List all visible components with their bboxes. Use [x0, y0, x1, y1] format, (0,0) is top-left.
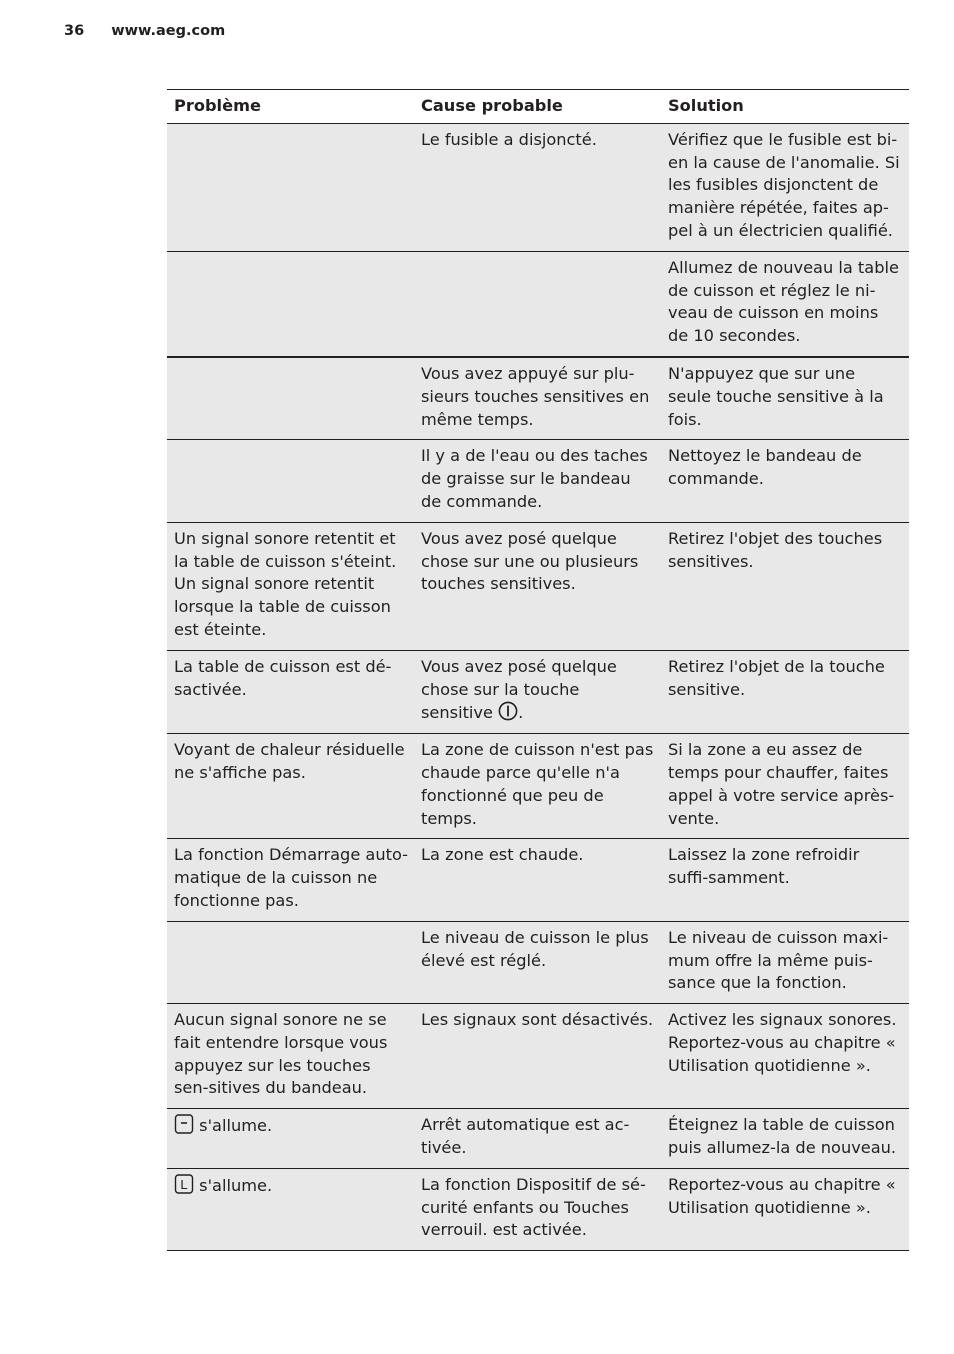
problem-cell [167, 123, 414, 251]
problem-cell: La fonction Démarrage auto-matique de la cuisson ne fonctionne pas. [167, 839, 414, 921]
table-row [167, 921, 909, 1003]
problem-cell: Un signal sonore retentit et la table de cuisson s'éteint. Un signal sonore retentit lorsque la table de cuisson est éteinte. [167, 522, 414, 650]
solution-cell: Allumez de nouveau la table de cuisson et réglez le ni-veau de cuisson en moins de 10 secondes. [661, 251, 909, 357]
problem-cell [167, 1109, 414, 1169]
display-L-glyph: L [180, 1176, 188, 1192]
solution-cell: Vérifiez que le fusible est bi-en la cause de l'anomalie. Si les fusibles disjonctent de manière répétée, faites ap-pel à un électricien qualifié. [661, 123, 909, 251]
solution-cell: Retirez l'objet des touches sensitives. [661, 522, 909, 650]
solution-cell: Nettoyez le bandeau de commande. [661, 440, 909, 522]
page-number: 36 [64, 23, 85, 39]
cause-cell: Vous avez appuyé sur plu-sieurs touches sensitives en même temps. [414, 357, 661, 440]
problem-cell [167, 357, 414, 440]
problem-cell: La table de cuisson est dé-sactivée. [167, 650, 414, 733]
cause-cell: Les signaux sont désactivés. [414, 1004, 661, 1109]
table-row [167, 1168, 909, 1250]
table-row [167, 839, 909, 921]
problem-cell [167, 251, 414, 357]
solution-cell: Si la zone a eu assez de temps pour chauffer, faites appel à votre service après-vente. [661, 734, 909, 839]
solution-cell: Le niveau de cuisson maxi-mum offre la même puis-sance que la fonction. [661, 921, 909, 1003]
table-row [167, 440, 909, 522]
cause-cell: Arrêt automatique est ac-tivée. [414, 1109, 661, 1169]
page-header [64, 23, 225, 39]
header-problem: Problème [167, 90, 414, 124]
table-row [167, 1004, 909, 1109]
problem-cell: Voyant de chaleur résiduelle ne s'affiche pas. [167, 734, 414, 839]
problem-text: s'allume. [199, 1175, 273, 1195]
table-row [167, 650, 909, 733]
solution-cell: Retirez l'objet de la touche sensitive. [661, 650, 909, 733]
troubleshooting-table [167, 89, 909, 1251]
table-row [167, 357, 909, 440]
cause-cell: La fonction Dispositif de sé-curité enfants ou Touches verrouil. est activée. [414, 1168, 661, 1250]
display-L-icon [174, 1174, 194, 1194]
solution-cell: Reportez-vous au chapitre « Utilisation quotidienne ». [661, 1168, 909, 1250]
solution-cell: N'appuyez que sur une seule touche sensitive à la fois. [661, 357, 909, 440]
cause-cell: La zone de cuisson n'est pas chaude parce qu'elle n'a fonctionné que peu de temps. [414, 734, 661, 839]
cause-cell: Le fusible a disjoncté. [414, 123, 661, 251]
problem-cell [167, 921, 414, 1003]
table-row [167, 1109, 909, 1169]
cause-text: Vous avez posé quelque chose sur la touche sensitive [421, 656, 617, 723]
cause-cell: Il y a de l'eau ou des taches de graisse sur le bandeau de commande. [414, 440, 661, 522]
problem-text: s'allume. [199, 1116, 273, 1136]
table-row [167, 734, 909, 839]
solution-cell: Éteignez la table de cuisson puis allumez-la de nouveau. [661, 1109, 909, 1169]
table-row [167, 123, 909, 251]
solution-cell: Laissez la zone refroidir suffi-samment. [661, 839, 909, 921]
display-dash-icon [174, 1114, 194, 1134]
cause-cell: Le niveau de cuisson le plus élevé est réglé. [414, 921, 661, 1003]
table-header-row [167, 90, 909, 124]
table-row [167, 522, 909, 650]
cause-cell [414, 251, 661, 357]
header-solution: Solution [661, 90, 909, 124]
cause-cell [414, 650, 661, 733]
problem-cell [167, 440, 414, 522]
problem-cell: Aucun signal sonore ne se fait entendre lorsque vous appuyez sur les touches sen-sitives du bandeau. [167, 1004, 414, 1109]
solution-cell: Activez les signaux sonores. Reportez-vous au chapitre « Utilisation quotidienne ». [661, 1004, 909, 1109]
website-url: www.aeg.com [111, 23, 226, 39]
cause-cell: Vous avez posé quelque chose sur une ou plusieurs touches sensitives. [414, 522, 661, 650]
cause-suffix: . [518, 703, 524, 723]
problem-cell [167, 1168, 414, 1250]
header-cause: Cause probable [414, 90, 661, 124]
table-row [167, 251, 909, 357]
power-icon [498, 701, 518, 721]
cause-cell: La zone est chaude. [414, 839, 661, 921]
